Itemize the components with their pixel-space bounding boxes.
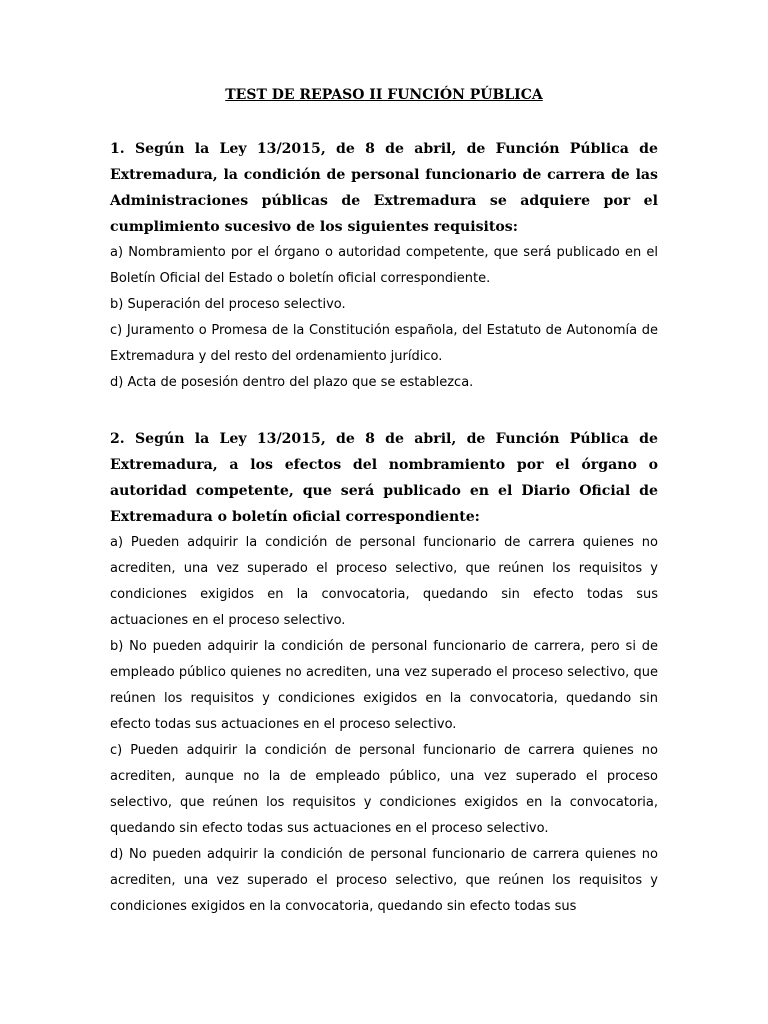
question-1-text: 1. Según la Ley 13/2015, de 8 de abril, de Función Pública de Extremadura, la condición de personal funcionario de carrera de las Administraciones públicas de Extremadura se adquiere por el cumplimiento sucesivo de los siguientes requisitos:	[110, 141, 658, 235]
question-1	[110, 136, 658, 396]
question-1-option-a: a) Nombramiento por el órgano o autoridad competente, que será publicado en el Boletín Oficial del Estado o boletín oficial correspondiente.	[110, 245, 658, 286]
document-title: TEST DE REPASO II FUNCIÓN PÚBLICA	[225, 87, 543, 103]
question-2-text: 2. Según la Ley 13/2015, de 8 de abril, de Función Pública de Extremadura, a los efectos del nombramiento por el órgano o autoridad competente, que será publicado en el Diario Oficial de Extremadura o boletín oficial correspondiente:	[110, 431, 658, 525]
question-2-option-d: d) No pueden adquirir la condición de personal funcionario de carrera quienes no acrediten, una vez superado el proceso selectivo, que reúnen los requisitos y condiciones exigidos en la convocatoria, quedando sin efecto todas sus	[110, 847, 658, 914]
question-1-option-b: b) Superación del proceso selectivo.	[110, 297, 346, 312]
question-1-option-c: c) Juramento o Promesa de la Constitución española, del Estatuto de Autonomía de Extremadura y del resto del ordenamiento jurídico.	[110, 323, 658, 364]
question-2-option-a: a) Pueden adquirir la condición de personal funcionario de carrera quienes no acrediten, una vez superado el proceso selectivo, que reúnen los requisitos y condiciones exigidos en la convocatoria, quedando sin efecto todas sus actuaciones en el proceso selectivo.	[110, 535, 658, 628]
question-2-option-b: b) No pueden adquirir la condición de personal funcionario de carrera, pero si de empleado público quienes no acrediten, una vez superado el proceso selectivo, que reúnen los requisitos y condiciones exigidos en la convocatoria, quedando sin efecto todas sus actuaciones en el proceso selectivo.	[110, 639, 658, 732]
question-1-option-d: d) Acta de posesión dentro del plazo que se establezca.	[110, 375, 474, 390]
question-2-option-c: c) Pueden adquirir la condición de personal funcionario de carrera quienes no acrediten, aunque no la de empleado público, una vez superado el proceso selectivo, que reúnen los requisitos y condiciones exigidos en la convocatoria, quedando sin efecto todas sus actuaciones en el proceso selectivo.	[110, 743, 658, 836]
question-2	[110, 426, 658, 920]
